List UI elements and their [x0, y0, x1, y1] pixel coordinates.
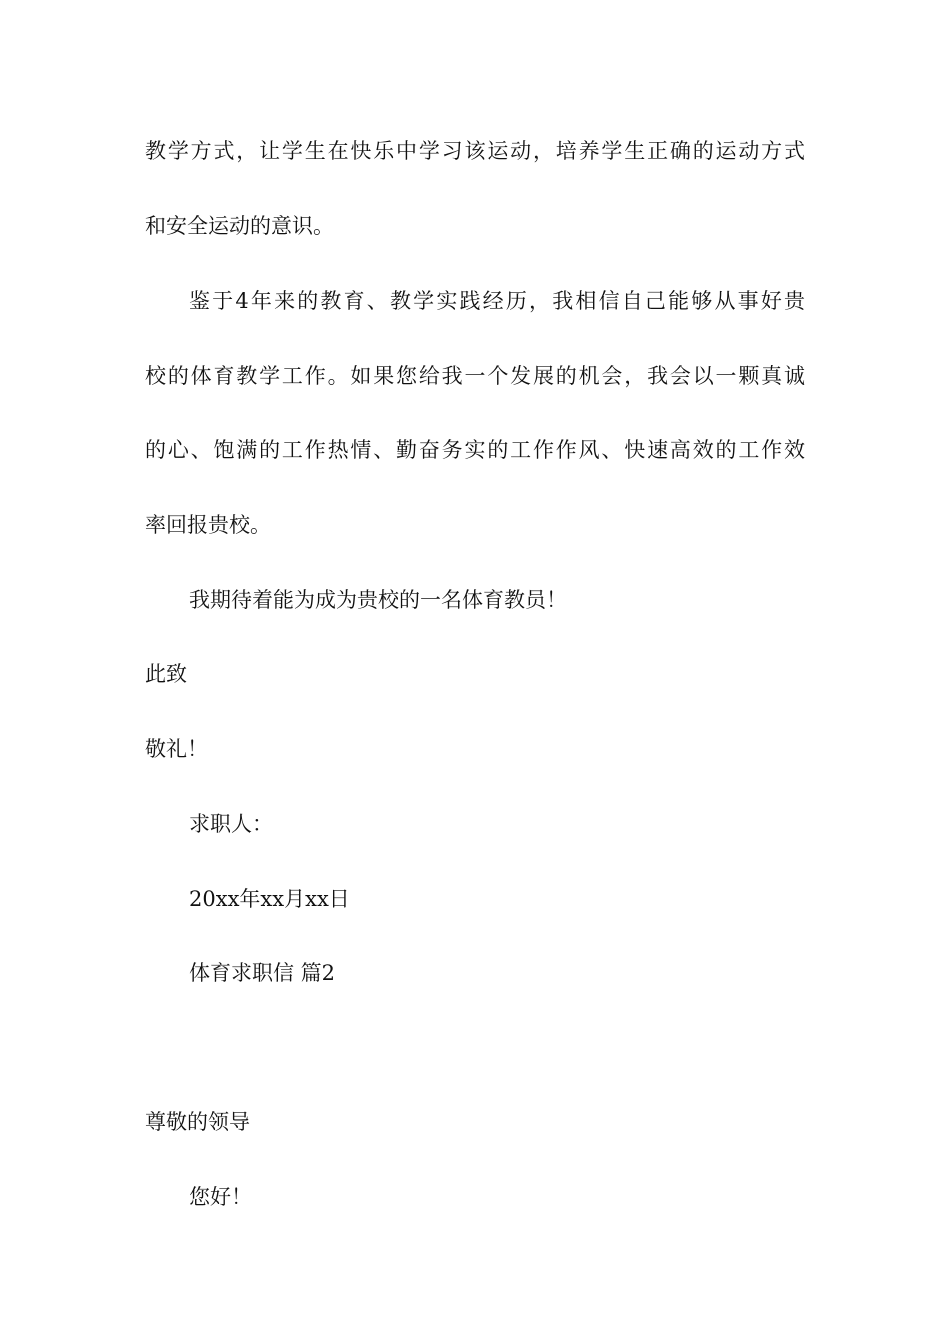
paragraph-line: 的心、饱满的工作热情、勤奋务实的工作作风、快速高效的工作效 [145, 438, 805, 462]
closing-salutation: 此致 [145, 662, 187, 686]
applicant-label: 求职人： [189, 812, 273, 836]
paragraph-line: 率回报贵校。 [145, 513, 271, 537]
paragraph-line: 校的体育教学工作。如果您给我一个发展的机会，我会以一颗真诚 [145, 364, 805, 388]
paragraph-line: 我期待着能为成为贵校的一名体育教员！ [189, 588, 567, 612]
paragraph-line: 教学方式，让学生在快乐中学习该运动，培养学生正确的运动方式 [145, 139, 805, 163]
paragraph-line: 和安全运动的意识。 [145, 214, 334, 238]
section-heading: 体育求职信 篇2 [189, 961, 336, 985]
paragraph-line: 鉴于4年来的教育、教学实践经历，我相信自己能够从事好贵 [189, 289, 805, 313]
closing-regards: 敬礼！ [145, 737, 208, 761]
greeting-hello: 您好！ [189, 1185, 252, 1209]
letter-date: 20xx年xx月xx日 [189, 887, 350, 911]
greeting-recipient: 尊敬的领导 [145, 1110, 250, 1134]
